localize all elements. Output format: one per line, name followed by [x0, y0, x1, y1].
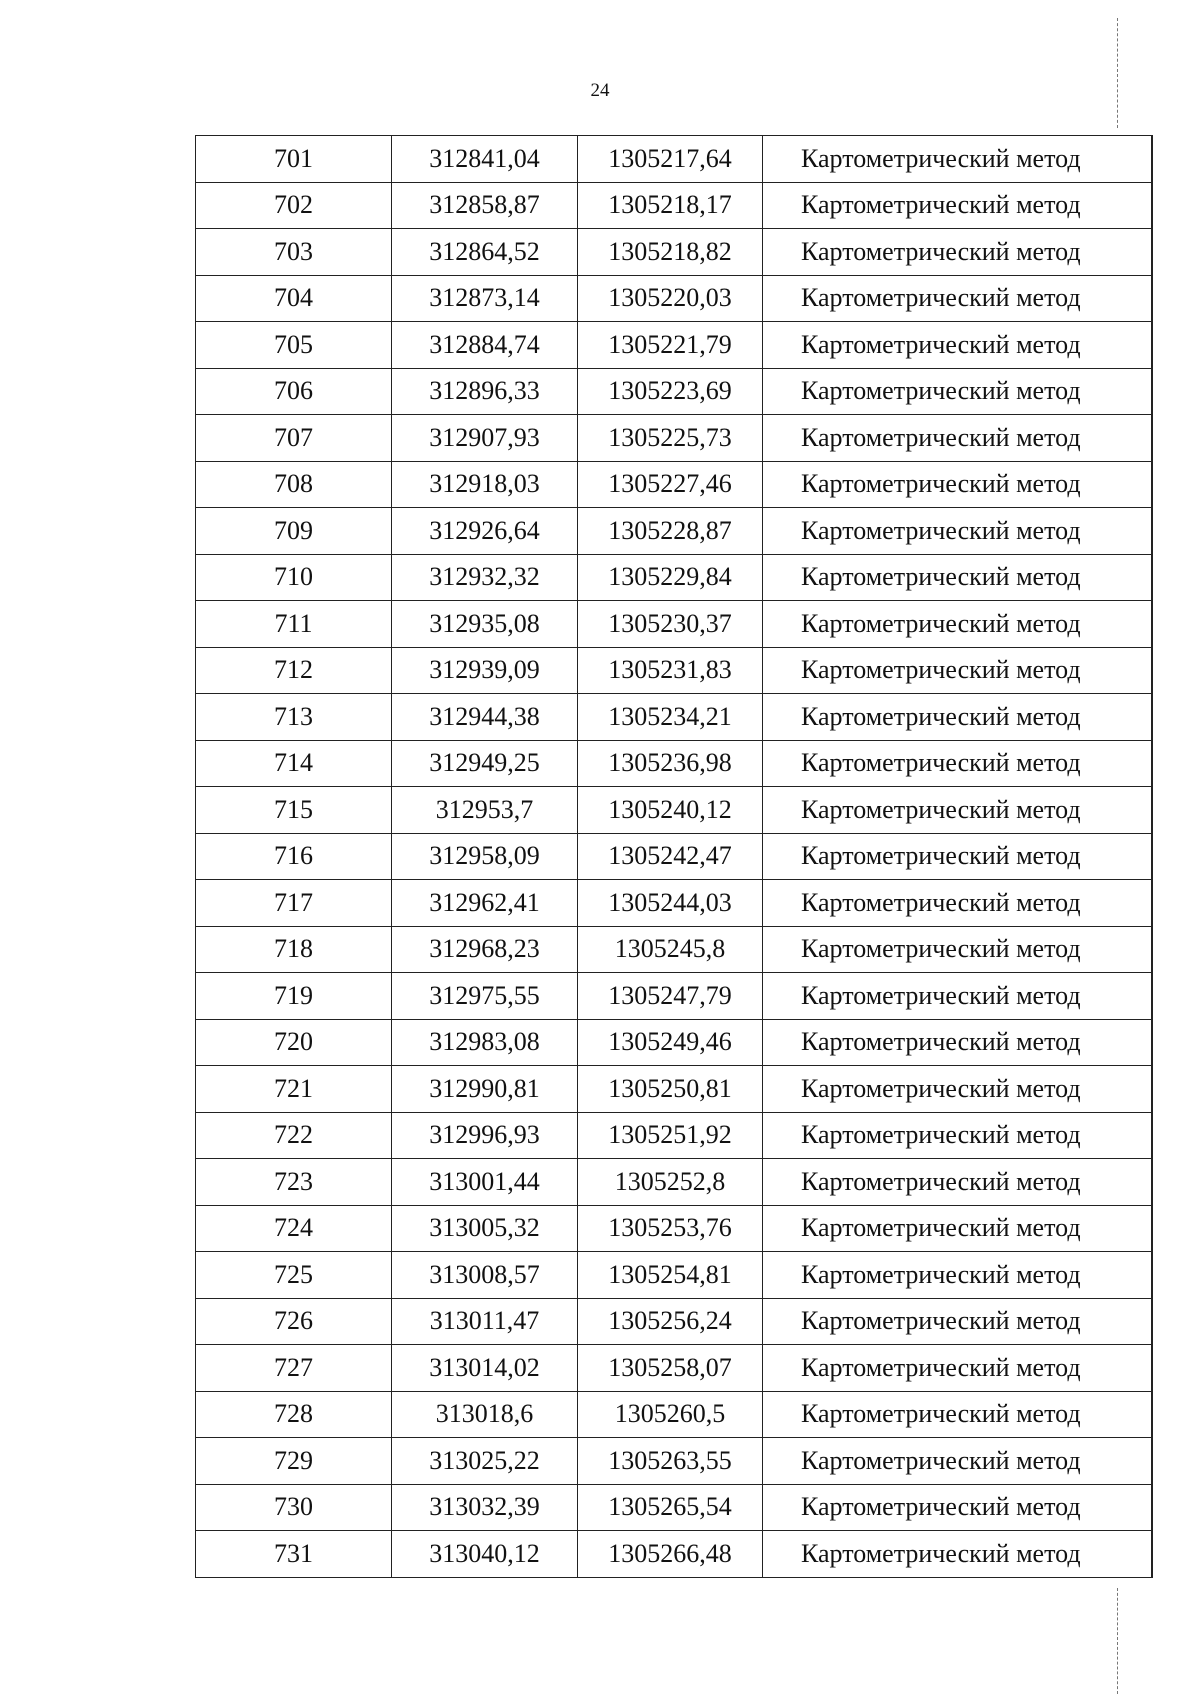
x-coordinate-cell: 312944,38 [392, 694, 578, 741]
point-number-cell: 726 [196, 1298, 392, 1345]
x-coordinate-cell: 312864,52 [392, 229, 578, 276]
method-cell: Картометрический метод [763, 508, 1152, 555]
table-row [196, 694, 1152, 741]
x-coordinate-cell: 312983,08 [392, 1019, 578, 1066]
y-coordinate-cell: 1305227,46 [578, 461, 763, 508]
point-number-cell: 715 [196, 787, 392, 834]
x-coordinate-cell: 312841,04 [392, 136, 578, 183]
table-row [196, 1298, 1152, 1345]
table-row [196, 275, 1152, 322]
x-coordinate-cell: 312949,25 [392, 740, 578, 787]
method-cell: Картометрический метод [763, 787, 1152, 834]
x-coordinate-cell: 312996,93 [392, 1112, 578, 1159]
x-coordinate-cell: 313008,57 [392, 1252, 578, 1299]
x-coordinate-cell: 313014,02 [392, 1345, 578, 1392]
method-cell: Картометрический метод [763, 1112, 1152, 1159]
method-cell: Картометрический метод [763, 1531, 1152, 1578]
coordinates-table [195, 135, 1153, 1578]
table-row [196, 1205, 1152, 1252]
method-cell: Картометрический метод [763, 601, 1152, 648]
x-coordinate-cell: 312990,81 [392, 1066, 578, 1113]
point-number-cell: 725 [196, 1252, 392, 1299]
x-coordinate-cell: 313005,32 [392, 1205, 578, 1252]
table-row [196, 833, 1152, 880]
point-number-cell: 710 [196, 554, 392, 601]
x-coordinate-cell: 313032,39 [392, 1484, 578, 1531]
point-number-cell: 708 [196, 461, 392, 508]
point-number-cell: 720 [196, 1019, 392, 1066]
method-cell: Картометрический метод [763, 1159, 1152, 1206]
y-coordinate-cell: 1305228,87 [578, 508, 763, 555]
point-number-cell: 713 [196, 694, 392, 741]
table-row [196, 1066, 1152, 1113]
y-coordinate-cell: 1305266,48 [578, 1531, 763, 1578]
method-cell: Картометрический метод [763, 182, 1152, 229]
table-row [196, 461, 1152, 508]
method-cell: Картометрический метод [763, 1438, 1152, 1485]
y-coordinate-cell: 1305247,79 [578, 973, 763, 1020]
point-number-cell: 719 [196, 973, 392, 1020]
method-cell: Картометрический метод [763, 833, 1152, 880]
point-number-cell: 703 [196, 229, 392, 276]
x-coordinate-cell: 312968,23 [392, 926, 578, 973]
method-cell: Картометрический метод [763, 926, 1152, 973]
y-coordinate-cell: 1305242,47 [578, 833, 763, 880]
x-coordinate-cell: 313011,47 [392, 1298, 578, 1345]
point-number-cell: 704 [196, 275, 392, 322]
method-cell: Картометрический метод [763, 415, 1152, 462]
point-number-cell: 712 [196, 647, 392, 694]
y-coordinate-cell: 1305252,8 [578, 1159, 763, 1206]
table-row [196, 554, 1152, 601]
x-coordinate-cell: 312884,74 [392, 322, 578, 369]
table-row [196, 415, 1152, 462]
y-coordinate-cell: 1305260,5 [578, 1391, 763, 1438]
point-number-cell: 707 [196, 415, 392, 462]
point-number-cell: 717 [196, 880, 392, 927]
point-number-cell: 722 [196, 1112, 392, 1159]
point-number-cell: 730 [196, 1484, 392, 1531]
y-coordinate-cell: 1305217,64 [578, 136, 763, 183]
method-cell: Картометрический метод [763, 229, 1152, 276]
table-row [196, 740, 1152, 787]
method-cell: Картометрический метод [763, 1391, 1152, 1438]
y-coordinate-cell: 1305254,81 [578, 1252, 763, 1299]
point-number-cell: 721 [196, 1066, 392, 1113]
table-row [196, 1531, 1152, 1578]
table-row [196, 182, 1152, 229]
x-coordinate-cell: 313040,12 [392, 1531, 578, 1578]
point-number-cell: 724 [196, 1205, 392, 1252]
method-cell: Картометрический метод [763, 136, 1152, 183]
point-number-cell: 706 [196, 368, 392, 415]
y-coordinate-cell: 1305220,03 [578, 275, 763, 322]
x-coordinate-cell: 312918,03 [392, 461, 578, 508]
x-coordinate-cell: 312958,09 [392, 833, 578, 880]
method-cell: Картометрический метод [763, 554, 1152, 601]
point-number-cell: 705 [196, 322, 392, 369]
method-cell: Картометрический метод [763, 461, 1152, 508]
method-cell: Картометрический метод [763, 1019, 1152, 1066]
y-coordinate-cell: 1305244,03 [578, 880, 763, 927]
y-coordinate-cell: 1305230,37 [578, 601, 763, 648]
method-cell: Картометрический метод [763, 275, 1152, 322]
scan-edge-line-top [1117, 18, 1118, 128]
x-coordinate-cell: 312935,08 [392, 601, 578, 648]
table-row [196, 601, 1152, 648]
table-row [196, 973, 1152, 1020]
table-row [196, 1438, 1152, 1485]
method-cell: Картометрический метод [763, 694, 1152, 741]
x-coordinate-cell: 313025,22 [392, 1438, 578, 1485]
point-number-cell: 728 [196, 1391, 392, 1438]
y-coordinate-cell: 1305265,54 [578, 1484, 763, 1531]
page-number: 24 [590, 80, 610, 101]
x-coordinate-cell: 312953,7 [392, 787, 578, 834]
scan-edge-line-bottom [1117, 1588, 1118, 1694]
method-cell: Картометрический метод [763, 322, 1152, 369]
table-row [196, 926, 1152, 973]
y-coordinate-cell: 1305249,46 [578, 1019, 763, 1066]
point-number-cell: 723 [196, 1159, 392, 1206]
x-coordinate-cell: 312975,55 [392, 973, 578, 1020]
x-coordinate-cell: 312896,33 [392, 368, 578, 415]
y-coordinate-cell: 1305223,69 [578, 368, 763, 415]
point-number-cell: 714 [196, 740, 392, 787]
y-coordinate-cell: 1305221,79 [578, 322, 763, 369]
table-row [196, 787, 1152, 834]
table-row [196, 1159, 1152, 1206]
y-coordinate-cell: 1305245,8 [578, 926, 763, 973]
table-row [196, 1484, 1152, 1531]
x-coordinate-cell: 312873,14 [392, 275, 578, 322]
x-coordinate-cell: 312932,32 [392, 554, 578, 601]
x-coordinate-cell: 313001,44 [392, 1159, 578, 1206]
x-coordinate-cell: 312858,87 [392, 182, 578, 229]
y-coordinate-cell: 1305236,98 [578, 740, 763, 787]
x-coordinate-cell: 312926,64 [392, 508, 578, 555]
x-coordinate-cell: 312907,93 [392, 415, 578, 462]
x-coordinate-cell: 312962,41 [392, 880, 578, 927]
point-number-cell: 711 [196, 601, 392, 648]
table-row [196, 880, 1152, 927]
table-row [196, 1345, 1152, 1392]
method-cell: Картометрический метод [763, 1298, 1152, 1345]
point-number-cell: 731 [196, 1531, 392, 1578]
table-row [196, 136, 1152, 183]
x-coordinate-cell: 313018,6 [392, 1391, 578, 1438]
y-coordinate-cell: 1305229,84 [578, 554, 763, 601]
coordinates-table-body [196, 136, 1152, 1578]
y-coordinate-cell: 1305234,21 [578, 694, 763, 741]
point-number-cell: 709 [196, 508, 392, 555]
y-coordinate-cell: 1305218,82 [578, 229, 763, 276]
y-coordinate-cell: 1305253,76 [578, 1205, 763, 1252]
table-row [196, 647, 1152, 694]
point-number-cell: 701 [196, 136, 392, 183]
method-cell: Картометрический метод [763, 1066, 1152, 1113]
method-cell: Картометрический метод [763, 1484, 1152, 1531]
table-row [196, 1252, 1152, 1299]
method-cell: Картометрический метод [763, 740, 1152, 787]
y-coordinate-cell: 1305258,07 [578, 1345, 763, 1392]
method-cell: Картометрический метод [763, 1205, 1152, 1252]
y-coordinate-cell: 1305218,17 [578, 182, 763, 229]
table-row [196, 508, 1152, 555]
table-row [196, 229, 1152, 276]
x-coordinate-cell: 312939,09 [392, 647, 578, 694]
method-cell: Картометрический метод [763, 647, 1152, 694]
point-number-cell: 718 [196, 926, 392, 973]
y-coordinate-cell: 1305231,83 [578, 647, 763, 694]
method-cell: Картометрический метод [763, 973, 1152, 1020]
y-coordinate-cell: 1305263,55 [578, 1438, 763, 1485]
method-cell: Картометрический метод [763, 368, 1152, 415]
y-coordinate-cell: 1305225,73 [578, 415, 763, 462]
point-number-cell: 716 [196, 833, 392, 880]
point-number-cell: 702 [196, 182, 392, 229]
table-row [196, 1019, 1152, 1066]
point-number-cell: 729 [196, 1438, 392, 1485]
y-coordinate-cell: 1305251,92 [578, 1112, 763, 1159]
table-row [196, 1391, 1152, 1438]
table-row [196, 1112, 1152, 1159]
y-coordinate-cell: 1305240,12 [578, 787, 763, 834]
y-coordinate-cell: 1305250,81 [578, 1066, 763, 1113]
table-row [196, 322, 1152, 369]
table-row [196, 368, 1152, 415]
method-cell: Картометрический метод [763, 880, 1152, 927]
point-number-cell: 727 [196, 1345, 392, 1392]
method-cell: Картометрический метод [763, 1252, 1152, 1299]
method-cell: Картометрический метод [763, 1345, 1152, 1392]
y-coordinate-cell: 1305256,24 [578, 1298, 763, 1345]
